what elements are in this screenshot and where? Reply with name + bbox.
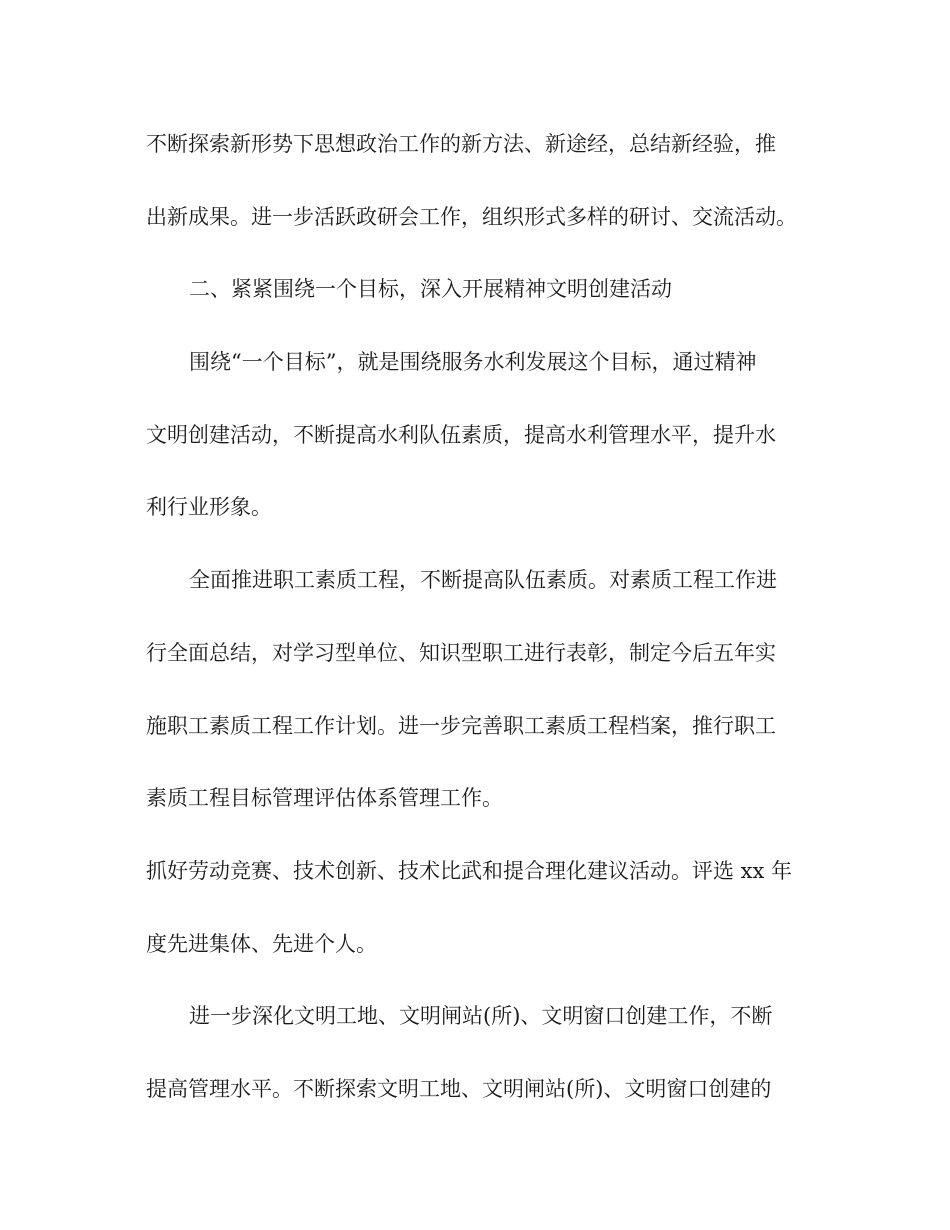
text-line: 行全面总结，对学习型单位、知识型职工进行表彰，制定今后五年实 (146, 640, 776, 665)
text-line: 利行业形象。 (146, 495, 272, 520)
text-line: 抓好劳动竞赛、技术创新、技术比武和提合理化建议活动。评选 xx 年 (146, 858, 793, 883)
text-line: 文明创建活动，不断提高水利队伍素质，提高水利管理水平，提升水 (146, 422, 776, 447)
text-line: 度先进集体、先进个人。 (146, 931, 377, 956)
text-line: 提高管理水平。不断探索文明工地、文明闸站(所)、文明窗口创建的 (146, 1076, 772, 1101)
text-line: 素质工程目标管理评估体系管理工作。 (146, 786, 503, 811)
text-line: 出新成果。进一步活跃政研会工作，组织形式多样的研讨、交流活动。 (146, 204, 797, 229)
document-body (146, 124, 808, 1142)
text-line: 进一步深化文明工地、文明闸站(所)、文明窗口创建工作，不断 (189, 1004, 773, 1029)
text-line: 施职工素质工程工作计划。进一步完善职工素质工程档案，推行职工 (146, 713, 776, 738)
text-line: 全面推进职工素质工程，不断提高队伍素质。对素质工程工作进 (189, 568, 777, 593)
text-line: 不断探索新形势下思想政治工作的新方法、新途经，总结新经验，推 (146, 132, 776, 156)
text-line: 围绕“一个目标”，就是围绕服务水利发展这个目标，通过精神 (189, 350, 757, 375)
text-line: 二、紧紧围绕一个目标，深入开展精神文明创建活动 (189, 277, 672, 302)
